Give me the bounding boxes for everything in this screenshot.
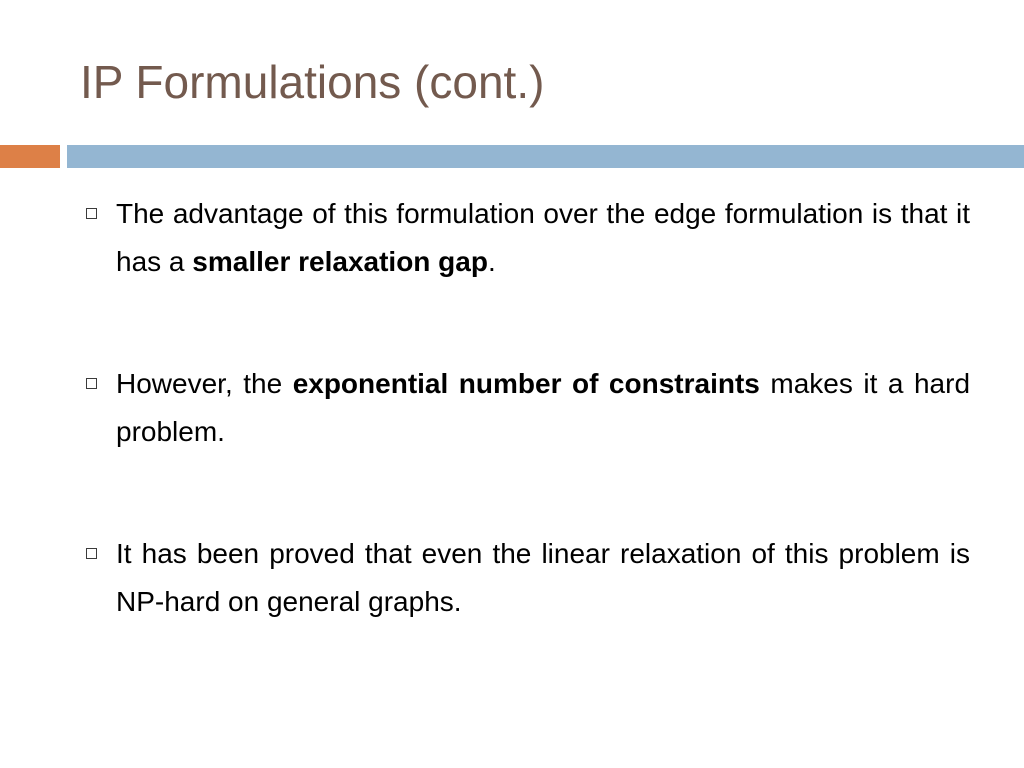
hollow-square-icon [86, 378, 97, 389]
slide-title: IP Formulations (cont.) [80, 56, 545, 108]
bullet-text-segment: It has been proved that even the linear relaxation of this problem is NP-hard on general graphs. [116, 538, 970, 617]
bullet-text-segment: makes it a hard problem. [116, 368, 971, 447]
bullet-item [80, 360, 970, 456]
bullet-text [116, 198, 970, 277]
title-underline-bar [67, 145, 1024, 168]
bullet-text-segment: The advantage of this formulation over the edge formulation is that it has a [116, 198, 970, 277]
bullet-text [116, 538, 970, 617]
bullet-text-bold: smaller relaxation gap [192, 246, 488, 277]
bullet-text [116, 368, 970, 447]
hollow-square-icon [86, 548, 97, 559]
bullet-text-segment: However, the [116, 368, 293, 399]
bullet-item [80, 190, 970, 286]
accent-bar [0, 145, 60, 168]
bullet-list [80, 190, 970, 700]
hollow-square-icon [86, 208, 97, 219]
bullet-item [80, 530, 970, 626]
bullet-text-segment: . [487, 246, 496, 277]
bullet-text-bold: exponential number of constraints [292, 368, 760, 399]
